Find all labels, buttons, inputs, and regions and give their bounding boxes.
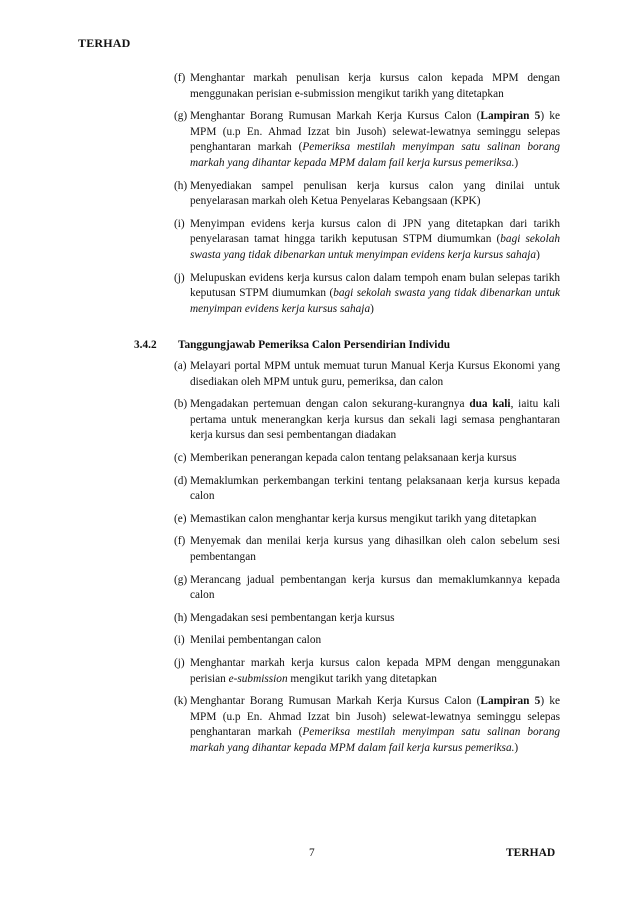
text-run: mengikut tarikh yang ditetapkan [287, 672, 437, 685]
list-item-marker: (f) [174, 535, 186, 548]
list-item [176, 71, 560, 102]
list-item-marker: (d) [174, 474, 188, 487]
list-item-marker: (i) [174, 634, 185, 647]
list-item-text [190, 360, 560, 388]
list-item-text [190, 180, 560, 208]
text-run: ) [536, 248, 540, 261]
list-item [176, 573, 560, 604]
list-item [176, 534, 560, 565]
list-item-text [190, 475, 560, 503]
duties-list-part2 [176, 359, 560, 763]
text-run: Menghantar Borang Rumusan Markah Kerja Kursus Calon ( [190, 110, 481, 123]
list-item-text [190, 657, 560, 685]
list-item-marker: (i) [174, 217, 185, 230]
list-item-text [190, 272, 560, 315]
header-classification: TERHAD [78, 36, 131, 50]
text-run: ) [514, 741, 519, 754]
list-item-text [190, 574, 560, 602]
italic-text: bagi sekolah swasta yang tidak dibenarkan untuk menyimpan evidens kerja kursus sahaja [190, 233, 561, 261]
text-run: Menghantar markah kerja kursus calon kepada MPM dengan menggunakan perisian [190, 656, 560, 685]
section-heading [134, 339, 450, 351]
list-item-marker: (h) [174, 179, 188, 192]
list-item [176, 271, 560, 318]
list-item-text [190, 535, 560, 563]
text-run: ) [370, 302, 374, 315]
list-item [176, 633, 560, 649]
list-item-marker: (h) [174, 611, 188, 624]
list-item-text [190, 612, 395, 624]
text-run: Menyimpan evidens kerja kursus calon di JPN yang ditetapkan dari tarikh penyelarasan tamat hingga tarikh keputusan STPM diumumkan ( [190, 217, 560, 246]
text-run: Menyemak dan menilai kerja kursus yang dihasilkan oleh calon sebelum sesi pembentangan [190, 535, 560, 563]
list-item [176, 656, 560, 687]
list-item [176, 474, 560, 505]
bold-text: Lampiran 5 [480, 695, 541, 708]
list-item-text [190, 513, 536, 525]
italic-text: Pemeriksa mestilah menyimpan satu salinan borang markah yang dihantar kepada MPM dalam fail kerja kursus pemeriksa. [190, 141, 560, 169]
list-item [176, 512, 560, 528]
bold-text: Lampiran 5 [480, 110, 541, 123]
list-item-marker: (c) [174, 451, 187, 464]
text-run: Memberikan penerangan kepada calon tentang pelaksanaan kerja kursus [190, 451, 517, 464]
text-run: Mengadakan pertemuan dengan calon sekurang-kurangnya [190, 398, 470, 411]
list-item-text [190, 110, 560, 169]
list-item-marker: (a) [174, 360, 187, 372]
list-item-text [190, 634, 321, 646]
list-item-text [190, 398, 560, 441]
list-item-marker: (f) [174, 72, 186, 84]
list-item [176, 179, 560, 210]
italic-text: bagi sekolah swasta yang tidak dibenarkan untuk menyimpan evidens kerja kursus sahaja [190, 287, 560, 315]
text-run: , iaitu kali pertama untuk menerangkan kerja kursus dan sekali lagi semasa penghantaran kerja kursus dan sesi pembentangan diadakan [190, 398, 561, 442]
text-run: Melayari portal MPM untuk memuat turun Manual Kerja Kursus Ekonomi yang disediakan oleh MPM untuk guru, pemeriksa, dan calon [190, 360, 560, 388]
text-run: Mengadakan sesi pembentangan kerja kursus [190, 611, 395, 624]
list-item-text [190, 695, 560, 754]
list-item [176, 109, 560, 171]
italic-text: Pemeriksa mestilah menyimpan satu salinan borang markah yang dihantar kepada MPM dalam fail kerja kursus pemeriksa. [190, 726, 560, 754]
list-item-marker: (e) [174, 512, 187, 525]
list-item [176, 217, 560, 264]
duties-list-part1 [176, 71, 560, 324]
text-run: ) [514, 156, 519, 169]
list-item-text [190, 452, 517, 464]
text-run: Memastikan calon menghantar kerja kursus mengikut tarikh yang ditetapkan [190, 512, 537, 525]
list-item [176, 694, 560, 756]
section-number: 3.4.2 [134, 339, 157, 351]
text-run: ) ke MPM (u.p En. Ahmad Izzat bin Jusoh) selewat-lewatnya seminggu selepas penghantaran markah ( [190, 110, 561, 154]
text-run: Merancang jadual pembentangan kerja kursus dan memaklumkannya kepada calon [190, 573, 560, 602]
list-item [176, 359, 560, 390]
text-run: ) ke MPM (u.p En. Ahmad Izzat bin Jusoh) selewat-lewatnya seminggu selepas penghantaran markah ( [190, 695, 561, 739]
footer-classification: TERHAD [506, 847, 556, 859]
list-item [176, 451, 560, 467]
text-run: Menghantar Borang Rumusan Markah Kerja Kursus Calon ( [190, 695, 481, 708]
list-item [176, 397, 560, 444]
page-number: 7 [309, 847, 315, 859]
italic-text: e-submission [228, 672, 288, 685]
text-run: Menilai pembentangan calon [190, 634, 322, 647]
list-item-marker: (g) [174, 110, 188, 123]
list-item-marker: (j) [174, 656, 185, 669]
text-run: Menghantar markah penulisan kerja kursus calon kepada MPM dengan menggunakan perisian e-submission mengikut tarikh yang ditetapkan [190, 72, 560, 100]
list-item-text [190, 72, 560, 100]
list-item-marker: (j) [174, 271, 185, 284]
bold-text: dua kali [469, 398, 511, 411]
list-item-marker: (k) [174, 695, 188, 708]
list-item-text [190, 218, 560, 261]
text-run: Menyediakan sampel penulisan kerja kursus calon yang dinilai untuk penyelarasan markah oleh Ketua Penyelaras Kebangsaan (KPK) [190, 179, 560, 208]
list-item [176, 611, 560, 627]
list-item-marker: (g) [174, 573, 188, 586]
text-run: Memaklumkan perkembangan terkini tentang pelaksanaan kerja kursus kepada calon [190, 474, 560, 503]
list-item-marker: (b) [174, 398, 188, 411]
text-run: Melupuskan evidens kerja kursus calon dalam tempoh enam bulan selepas tarikh keputusan STPM diumumkan ( [190, 271, 560, 300]
section-title: Tanggungjawab Pemeriksa Calon Persendirian Individu [178, 339, 451, 351]
